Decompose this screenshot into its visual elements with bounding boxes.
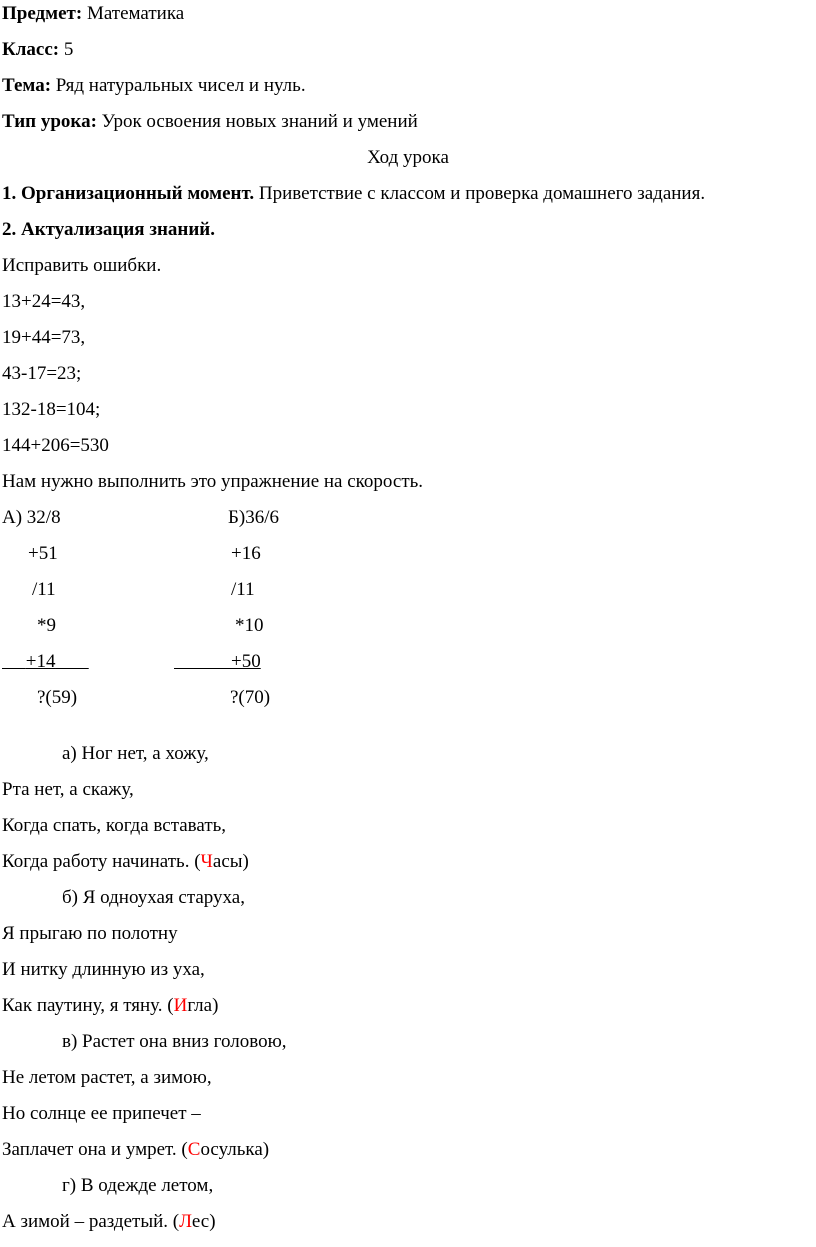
chain-b-item: *10 xyxy=(235,615,264,636)
chain-a-result: ?(59) xyxy=(37,687,78,708)
riddle-text: Как паутину, я тяну. ( xyxy=(2,995,174,1016)
subject-line xyxy=(2,2,184,26)
equation: 132-18=104; xyxy=(2,399,101,420)
chain-a-last-op: +14 xyxy=(25,651,56,672)
chain-b-item: /11 xyxy=(231,579,255,600)
chain-a-item: *9 xyxy=(37,615,56,636)
riddle-line: Но солнце ее припечет – xyxy=(2,1103,201,1124)
answer-rest: асы) xyxy=(212,851,249,872)
answer-rest: ес) xyxy=(191,1211,216,1232)
equation: 43-17=23; xyxy=(2,363,82,384)
chain-b-result: ?(70) xyxy=(230,687,271,708)
grade-label: Класс: xyxy=(2,39,60,60)
riddle-line: Я прыгаю по полотну xyxy=(2,923,178,944)
riddle-line: в) Растет она вниз головою, xyxy=(62,1031,287,1052)
speed-task-text: Нам нужно выполнить это упражнение на скорость. xyxy=(2,471,424,492)
topic-line xyxy=(2,74,306,98)
riddle-text: А зимой – раздетый. ( xyxy=(2,1211,180,1232)
riddle-line: И нитку длинную из уха, xyxy=(2,959,205,980)
chain-a-item xyxy=(2,650,100,674)
chain-a-item: /11 xyxy=(32,579,56,600)
chain-b-last-op: +50 xyxy=(231,651,261,672)
riddle-line: а) Ног нет, а хожу, xyxy=(62,743,209,764)
topic-value: Ряд натуральных чисел и нуль. xyxy=(51,75,306,96)
lesson-type-value: Урок освоения новых знаний и умений xyxy=(96,111,418,132)
riddle-line: б) Я одноухая старуха, xyxy=(62,887,245,908)
answer-first-letter: Ч xyxy=(200,851,213,872)
chain-a-item: А) 32/8 xyxy=(2,507,61,528)
subject-value: Математика xyxy=(82,3,185,24)
riddle-answer-line xyxy=(2,850,249,874)
equation: 19+44=73, xyxy=(2,327,86,348)
topic-label: Тема: xyxy=(2,75,52,96)
answer-first-letter: И xyxy=(173,995,188,1016)
course-title: Ход урока xyxy=(367,147,449,168)
riddle-text: Когда работу начинать. ( xyxy=(2,851,201,872)
riddle-answer-line xyxy=(2,1210,216,1234)
riddle-text: Заплачет она и умрет. ( xyxy=(2,1139,188,1160)
riddle-line: г) В одежде летом, xyxy=(62,1175,214,1196)
riddle-answer-line xyxy=(2,994,218,1018)
riddle-line: Рта нет, а скажу, xyxy=(2,779,134,800)
equation: 13+24=43, xyxy=(2,291,86,312)
equation: 144+206=530 xyxy=(2,435,109,456)
chain-b-item: +16 xyxy=(231,543,261,564)
grade-value: 5 xyxy=(59,39,74,60)
subject-label: Предмет: xyxy=(2,3,83,24)
lesson-type-label: Тип урока: xyxy=(2,111,97,132)
chain-a-item: +51 xyxy=(28,543,58,564)
chain-b-item: Б)36/6 xyxy=(228,507,280,528)
chain-b-item xyxy=(174,650,261,674)
section-1-label: 1. Организационный момент. xyxy=(2,183,255,204)
lesson-type-line xyxy=(2,110,418,134)
grade-line xyxy=(2,38,73,62)
riddle-answer-line xyxy=(2,1138,269,1162)
answer-first-letter: Л xyxy=(179,1211,192,1232)
answer-first-letter: С xyxy=(187,1139,201,1160)
answer-rest: гла) xyxy=(187,995,219,1016)
answer-rest: осулька) xyxy=(200,1139,270,1160)
riddle-line: Когда спать, когда вставать, xyxy=(2,815,227,836)
riddle-line: Не летом растет, а зимою, xyxy=(2,1067,212,1088)
section-2-label: 2. Актуализация знаний. xyxy=(2,219,216,240)
section-1 xyxy=(2,182,705,206)
section-1-value: Приветствие с классом и проверка домашнего задания. xyxy=(254,183,706,204)
fix-errors-text: Исправить ошибки. xyxy=(2,255,162,276)
